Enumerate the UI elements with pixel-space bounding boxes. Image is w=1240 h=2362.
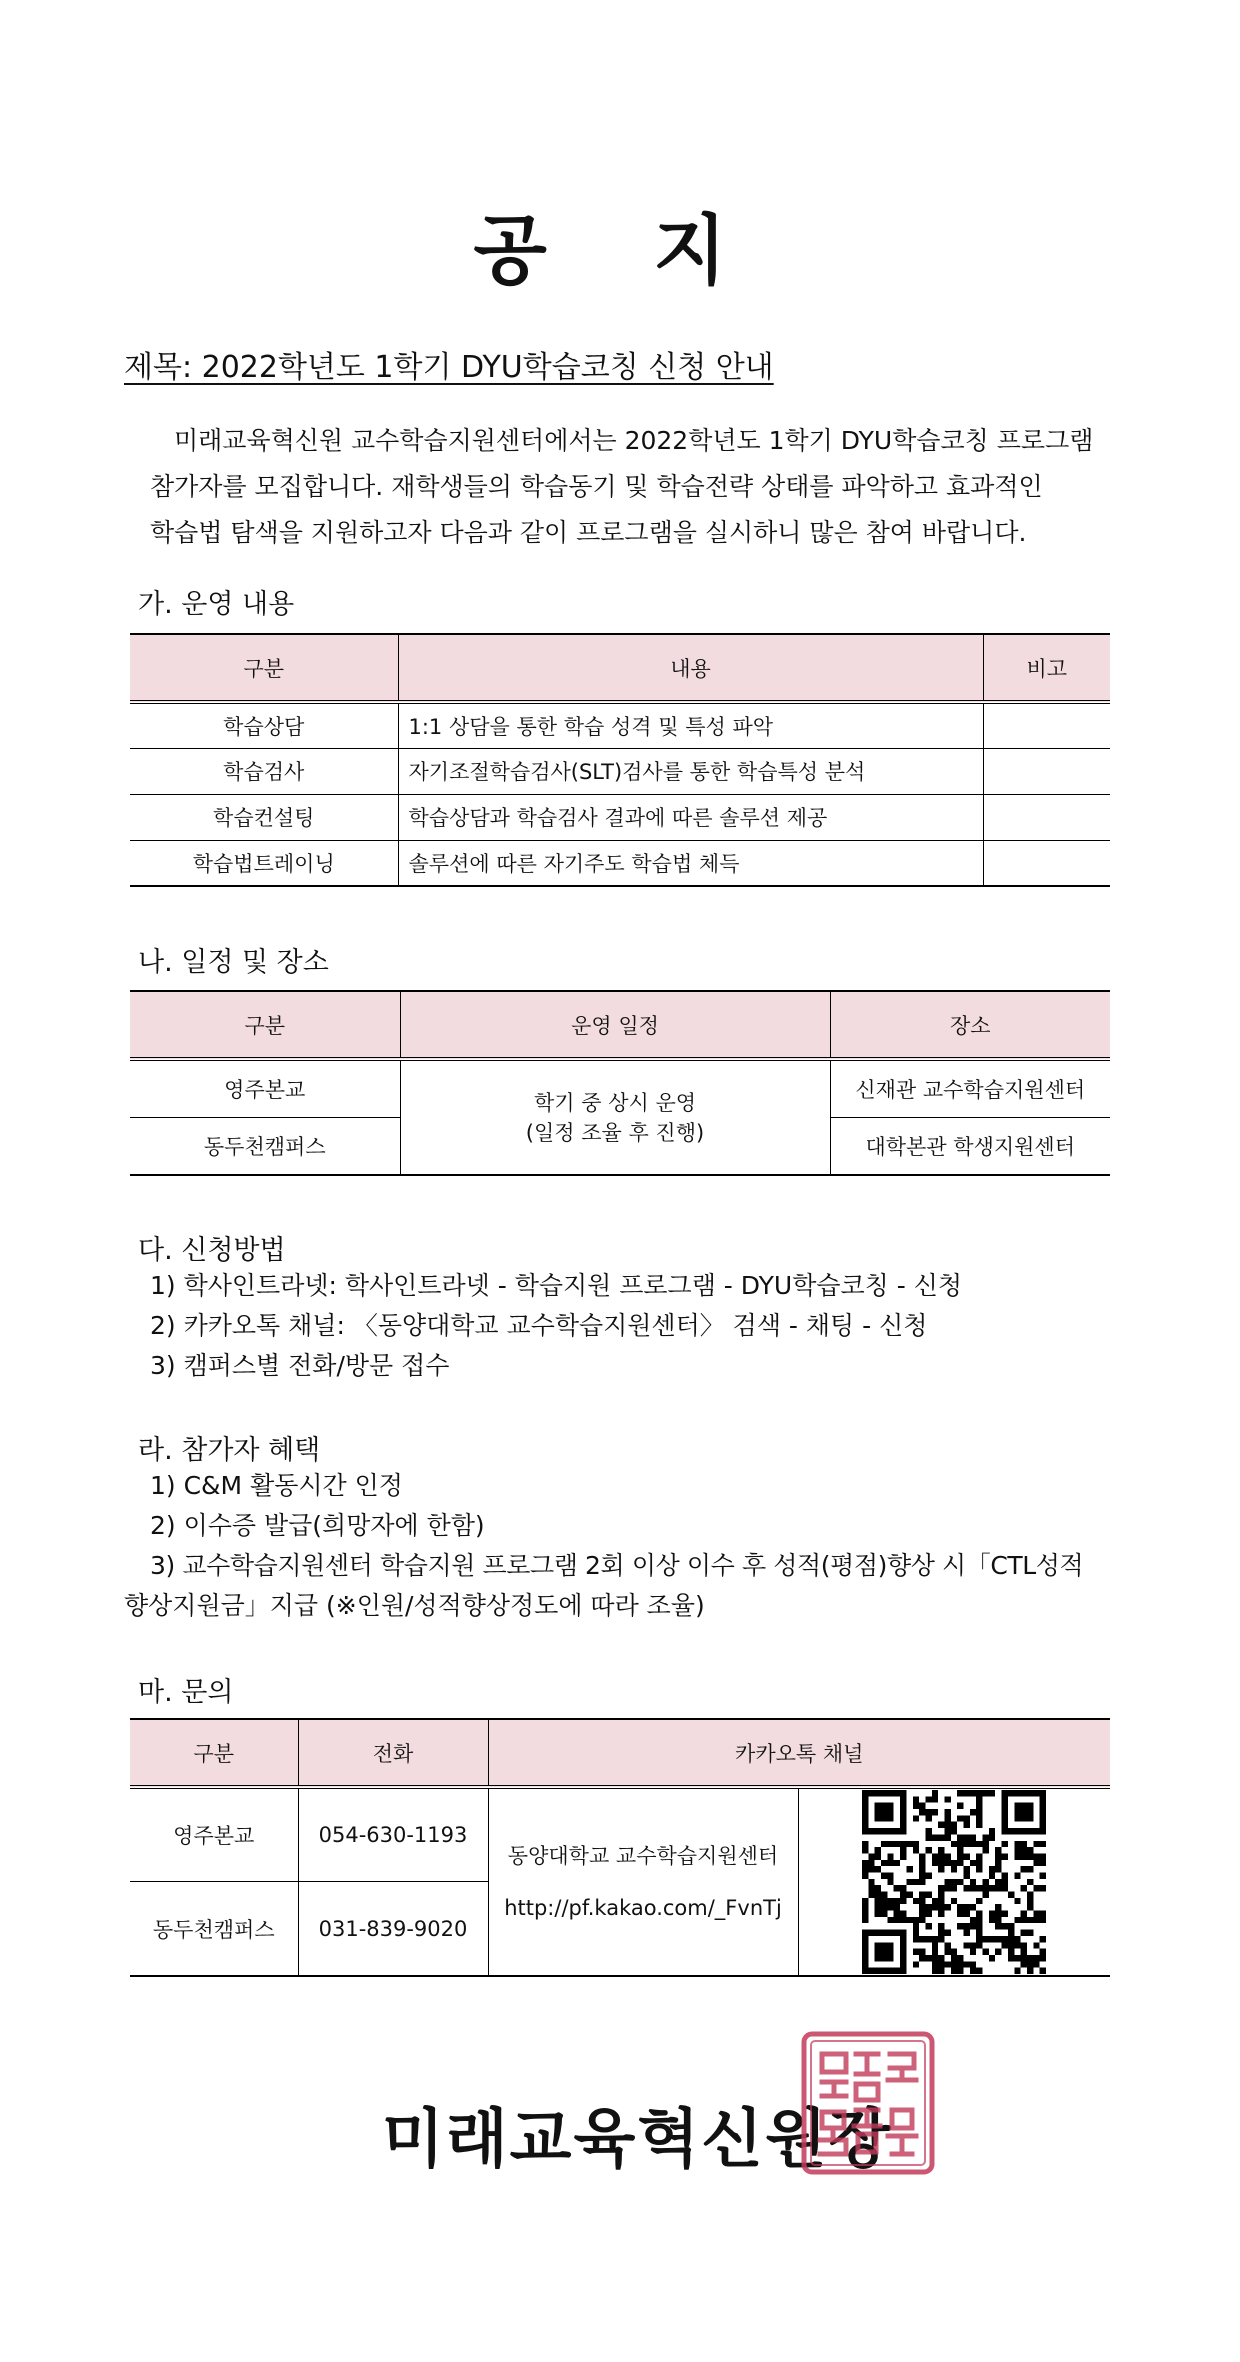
table-row [130, 1787, 1110, 1882]
table-row [130, 1059, 1110, 1117]
official-seal-icon [800, 2030, 936, 2176]
table-cell [983, 748, 1110, 794]
table-cell: 대학본관 학생지원센터 [830, 1117, 1110, 1175]
signer-name: 미래교육혁신원장 [382, 2103, 893, 2177]
list-item: 1) 학사인트라넷: 학사인트라넷 - 학습지원 프로그램 - DYU학습코칭 - 신청 [150, 1271, 963, 1300]
table-cell: 학습컨설팅 [130, 794, 398, 840]
table-cell: 학습상담과 학습검사 결과에 따른 솔루션 제공 [398, 794, 983, 840]
notice-subject: 제목: 2022학년도 1학기 DYU학습코칭 신청 안내 [124, 350, 774, 385]
intro-line: 학습법 탐색을 지원하고자 다음과 같이 프로그램을 실시하니 많은 참여 바랍니다. [150, 518, 1027, 547]
table-header: 내용 [398, 634, 983, 702]
contact-table [130, 1718, 1110, 1977]
table-cell: 1:1 상담을 통한 학습 성격 및 특성 파악 [398, 702, 983, 748]
table-header: 카카오톡 채널 [488, 1719, 1110, 1787]
schedule-line: 학기 중 상시 운영 [533, 1090, 697, 1115]
qr-code-wrapper [800, 1790, 1110, 1974]
kakao-channel-link[interactable]: http://pf.kakao.com/_FvnTj [504, 1896, 782, 1920]
table-cell: 영주본교 [130, 1787, 298, 1882]
table-cell: 솔루션에 따른 자기주도 학습법 체득 [398, 840, 983, 886]
kakao-info-cell [488, 1787, 798, 1976]
list-item: 3) 교수학습지원센터 학습지원 프로그램 2회 이상 이수 후 성적(평점)향상 시「CTL성적 [150, 1551, 1084, 1580]
intro-line: 참가자를 모집합니다. 재학생들의 학습동기 및 학습전략 상태를 파악하고 효과적인 [150, 472, 1043, 501]
table-header: 구분 [130, 634, 398, 702]
table-row [130, 702, 1110, 748]
table-cell: 054-630-1193 [298, 1787, 488, 1882]
apply-method-list [150, 1266, 962, 1386]
qr-cell [798, 1787, 1110, 1976]
table-cell [983, 702, 1110, 748]
table-row [130, 840, 1110, 886]
table-header: 비고 [983, 634, 1110, 702]
table-cell: 031-839-9020 [298, 1882, 488, 1977]
table-cell: 자기조절학습검사(SLT)검사를 통한 학습특성 분석 [398, 748, 983, 794]
operation-table [130, 633, 1110, 887]
table-cell [983, 794, 1110, 840]
section-heading-benefits: 라. 참가자 혜택 [138, 1435, 321, 1466]
notice-title: 공 지 [473, 206, 767, 295]
list-item: 2) 카카오톡 채널: 〈동양대학교 교수학습지원센터〉 검색 - 채팅 - 신청 [150, 1311, 928, 1340]
table-cell: 학습검사 [130, 748, 398, 794]
schedule-line: (일정 조율 후 진행) [525, 1120, 705, 1145]
table-header: 전화 [298, 1719, 488, 1787]
list-item: 1) C&M 활동시간 인정 [150, 1471, 403, 1500]
intro-paragraph [150, 418, 1110, 556]
table-cell: 학습상담 [130, 702, 398, 748]
table-cell: 동두천캠퍼스 [130, 1117, 400, 1175]
list-item: 3) 캠퍼스별 전화/방문 접수 [150, 1351, 450, 1380]
benefits-list [124, 1466, 1116, 1626]
section-heading-contact: 마. 문의 [138, 1677, 234, 1708]
table-header: 장소 [830, 991, 1110, 1059]
section-heading-schedule: 나. 일정 및 장소 [138, 947, 329, 978]
table-row [130, 794, 1110, 840]
section-heading-operation: 가. 운영 내용 [138, 589, 295, 620]
table-cell: 영주본교 [130, 1059, 400, 1117]
list-item: 2) 이수증 발급(희망자에 한함) [150, 1511, 485, 1540]
qr-code-icon[interactable] [862, 1790, 1046, 1974]
table-cell [983, 840, 1110, 886]
schedule-cell [400, 1059, 830, 1175]
schedule-table [130, 990, 1110, 1176]
table-header: 구분 [130, 1719, 298, 1787]
table-row [130, 748, 1110, 794]
intro-line: 미래교육혁신원 교수학습지원센터에서는 2022학년도 1학기 DYU학습코칭 프로그램 [174, 426, 1094, 455]
section-heading-apply: 다. 신청방법 [138, 1235, 286, 1266]
table-cell: 학습법트레이닝 [130, 840, 398, 886]
table-cell: 신재관 교수학습지원센터 [830, 1059, 1110, 1117]
list-item: 향상지원금」지급 (※인원/성적향상정도에 따라 조율) [124, 1591, 705, 1620]
table-cell: 동두천캠퍼스 [130, 1882, 298, 1977]
table-header: 운영 일정 [400, 991, 830, 1059]
table-header: 구분 [130, 991, 400, 1059]
kakao-channel-name: 동양대학교 교수학습지원센터 [507, 1844, 779, 1868]
